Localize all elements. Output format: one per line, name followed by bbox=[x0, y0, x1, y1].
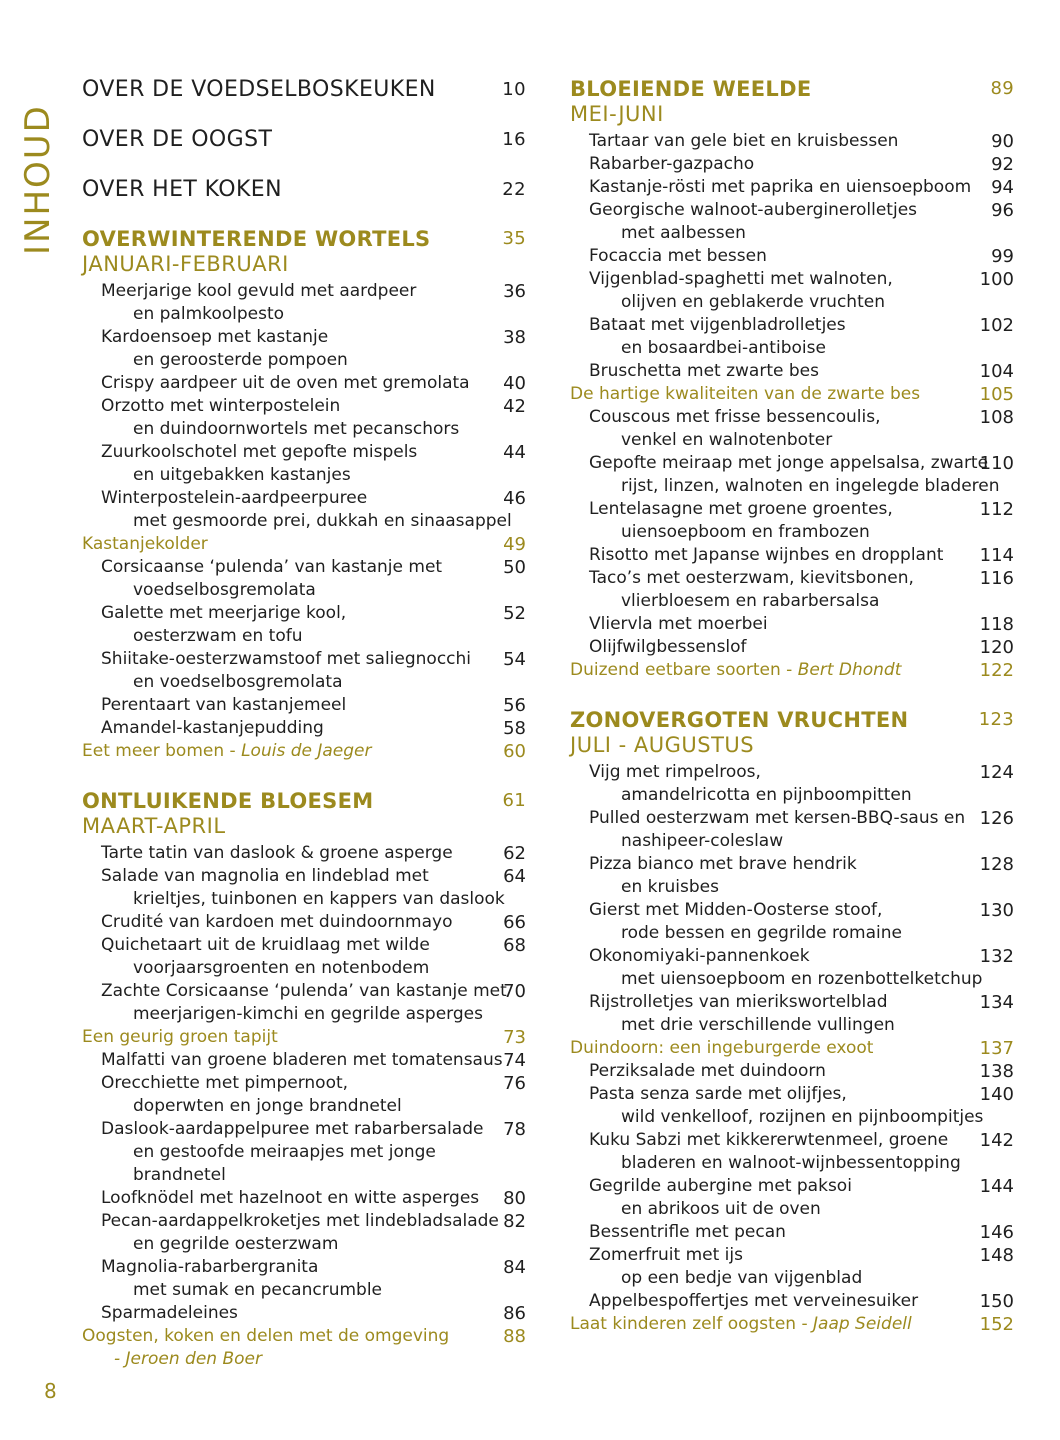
toc-recipe-entry[interactable] bbox=[570, 636, 1018, 659]
toc-recipe-entry[interactable] bbox=[82, 1049, 530, 1072]
page-ref: 130 bbox=[979, 900, 1014, 921]
recipe-title: Appelbespoffertjes met verveinesuiker bbox=[589, 1291, 919, 1311]
recipe-title: Zomerfruit met ijs bbox=[589, 1245, 743, 1265]
page-ref: 114 bbox=[979, 545, 1014, 566]
recipe-title: Quichetaart uit de kruidlaag met wilde bbox=[101, 935, 430, 955]
toc-recipe-entry[interactable] bbox=[82, 717, 530, 740]
recipe-title-continued: en duindoornwortels met pecanschors bbox=[133, 419, 460, 439]
recipe-title-continued: olijven en geblakerde vruchten bbox=[621, 292, 885, 312]
toc-recipe-entry[interactable] bbox=[570, 544, 1018, 567]
page-number: 8 bbox=[44, 1379, 57, 1403]
recipe-title: Olijfwilgbessenslof bbox=[589, 637, 747, 657]
page-ref: 116 bbox=[979, 568, 1014, 589]
toc-feature-entry[interactable] bbox=[82, 1325, 530, 1371]
season-title: OVERWINTERENDE WORTELS bbox=[82, 227, 431, 251]
recipe-title: Vliervla met moerbei bbox=[589, 614, 768, 634]
recipe-title-continued: amandelricotta en pijnboompitten bbox=[621, 785, 912, 805]
feature-title bbox=[570, 659, 1018, 682]
feature-title-text: Oogsten, koken en delen met de omgeving bbox=[82, 1326, 450, 1346]
toc-recipe-entry[interactable] bbox=[570, 853, 1018, 899]
toc-season-heading[interactable] bbox=[570, 76, 1018, 102]
page-ref: 50 bbox=[503, 557, 526, 578]
page-ref: 54 bbox=[503, 649, 526, 670]
page-ref: 16 bbox=[502, 129, 526, 150]
toc-recipe-entry[interactable] bbox=[570, 807, 1018, 853]
page-ref: 58 bbox=[503, 718, 526, 739]
page-ref: 134 bbox=[979, 992, 1014, 1013]
recipe-title: Perziksalade met duindoorn bbox=[589, 1061, 826, 1081]
page-ref: 38 bbox=[503, 327, 526, 348]
recipe-title: Georgische walnoot-auberginerolletjes bbox=[589, 200, 918, 220]
feature-title bbox=[82, 1026, 530, 1049]
recipe-title: Vijgenblad-spaghetti met walnoten, bbox=[589, 269, 893, 289]
toc-recipe-entry[interactable] bbox=[82, 395, 530, 441]
toc-recipe-entry[interactable] bbox=[82, 865, 530, 911]
page-ref: 42 bbox=[503, 396, 526, 417]
toc-chapter-entry[interactable] bbox=[82, 176, 530, 226]
page-ref: 60 bbox=[503, 741, 526, 762]
recipe-title-continued: op een bedje van vijgenblad bbox=[621, 1268, 863, 1288]
recipe-title-continued: met uiensoepboom en rozenbottelketchup bbox=[621, 969, 983, 989]
recipe-title-continued: met sumak en pecancrumble bbox=[133, 1280, 383, 1300]
spacer bbox=[82, 763, 530, 788]
recipe-title-continued: en uitgebakken kastanjes bbox=[133, 465, 351, 485]
feature-title-text: Eet meer bomen - bbox=[82, 741, 242, 761]
toc-recipe-entry[interactable] bbox=[570, 945, 1018, 991]
recipe-title: Galette met meerjarige kool, bbox=[101, 603, 347, 623]
recipe-title: Bruschetta met zwarte bes bbox=[589, 361, 819, 381]
page-ref: 88 bbox=[503, 1326, 526, 1347]
toc-season-heading[interactable] bbox=[82, 226, 530, 252]
toc-recipe-entry[interactable] bbox=[82, 1072, 530, 1118]
page-ref: 61 bbox=[502, 790, 526, 811]
recipe-title-continued: en palmkoolpesto bbox=[133, 304, 285, 324]
season-months: JULI - AUGUSTUS bbox=[570, 733, 755, 757]
toc-recipe-entry[interactable] bbox=[570, 406, 1018, 452]
toc-recipe-entry[interactable] bbox=[82, 1302, 530, 1325]
page-ref: 49 bbox=[503, 534, 526, 555]
toc-recipe-entry[interactable] bbox=[570, 1083, 1018, 1129]
page-ref: 46 bbox=[503, 488, 526, 509]
toc-recipe-entry[interactable] bbox=[570, 130, 1018, 153]
page-ref: 36 bbox=[503, 281, 526, 302]
season-months: MAART-APRIL bbox=[82, 814, 226, 838]
recipe-title-continued: en bosaardbei-antiboise bbox=[621, 338, 826, 358]
toc-recipe-entry[interactable] bbox=[82, 372, 530, 395]
recipe-title: Perentaart van kastanjemeel bbox=[101, 695, 347, 715]
page-ref: 89 bbox=[990, 78, 1014, 99]
recipe-title: Daslook-aardappelpuree met rabarbersalade bbox=[101, 1119, 484, 1139]
page-ref: 126 bbox=[979, 808, 1014, 829]
page-ref: 142 bbox=[979, 1130, 1014, 1151]
recipe-title-continued: voorjaarsgroenten en notenbodem bbox=[133, 958, 430, 978]
toc-recipe-entry[interactable] bbox=[82, 556, 530, 602]
page-ref: 120 bbox=[979, 637, 1014, 658]
recipe-title: Lentelasagne met groene groentes, bbox=[589, 499, 893, 519]
recipe-title-continued: rijst, linzen, walnoten en ingelegde bladeren bbox=[621, 476, 1000, 496]
toc-recipe-entry[interactable] bbox=[82, 441, 530, 487]
toc-recipe-entry[interactable] bbox=[570, 1129, 1018, 1175]
recipe-title: Zachte Corsicaanse ‘pulenda’ van kastanje met bbox=[101, 981, 507, 1001]
feature-title-text: Duindoorn: een ingeburgerde exoot bbox=[570, 1038, 874, 1058]
toc-feature-entry[interactable] bbox=[82, 740, 530, 763]
chapter-title: OVER DE VOEDSELBOSKEUKEN bbox=[82, 77, 436, 102]
page-ref: 123 bbox=[978, 709, 1014, 730]
toc-recipe-entry[interactable] bbox=[570, 1290, 1018, 1313]
recipe-title: Gegrilde aubergine met paksoi bbox=[589, 1176, 852, 1196]
page-ref: 66 bbox=[503, 912, 526, 933]
recipe-title: Zuurkoolschotel met gepofte mispels bbox=[101, 442, 418, 462]
toc-recipe-entry[interactable] bbox=[570, 613, 1018, 636]
feature-title-text: Kastanjekolder bbox=[82, 534, 208, 554]
feature-title bbox=[82, 740, 530, 763]
recipe-title: Meerjarige kool gevuld met aardpeer bbox=[101, 281, 417, 301]
recipe-title: Kastanje-rösti met paprika en uiensoepboom bbox=[589, 177, 972, 197]
recipe-title-continued: vlierbloesem en rabarbersalsa bbox=[621, 591, 880, 611]
page-ref: 80 bbox=[503, 1188, 526, 1209]
toc-recipe-entry[interactable] bbox=[82, 326, 530, 372]
page-ref: 96 bbox=[991, 200, 1014, 221]
recipe-title: Vijg met rimpelroos, bbox=[589, 762, 761, 782]
toc-recipe-entry[interactable] bbox=[570, 1244, 1018, 1290]
feature-title-text: De hartige kwaliteiten van de zwarte bes bbox=[570, 384, 921, 404]
chapter-title: OVER DE OOGST bbox=[82, 127, 273, 152]
page-ref: 138 bbox=[979, 1061, 1014, 1082]
recipe-title-continued: krieltjes, tuinbonen en kappers van daslook bbox=[133, 889, 505, 909]
recipe-title: Risotto met Japanse wijnbes en dropplant bbox=[589, 545, 944, 565]
page-ref: 137 bbox=[979, 1038, 1014, 1059]
recipe-title-continued: venkel en walnotenboter bbox=[621, 430, 833, 450]
page-ref: 90 bbox=[991, 131, 1014, 152]
season-title: BLOEIENDE WEELDE bbox=[570, 77, 812, 101]
recipe-title-continued: en voedselbosgremolata bbox=[133, 672, 343, 692]
toc-left-column bbox=[82, 76, 530, 1371]
recipe-title: Amandel-kastanjepudding bbox=[101, 718, 324, 738]
page-ref: 110 bbox=[979, 453, 1014, 474]
toc-recipe-entry[interactable] bbox=[570, 314, 1018, 360]
recipe-title: Malfatti van groene bladeren met tomatensaus bbox=[101, 1050, 503, 1070]
recipe-title: Winterpostelein-aardpeerpuree bbox=[101, 488, 368, 508]
recipe-title-continued: met drie verschillende vullingen bbox=[621, 1015, 895, 1035]
toc-recipe-entry[interactable] bbox=[570, 567, 1018, 613]
feature-title bbox=[570, 1313, 1018, 1336]
toc-recipe-entry[interactable] bbox=[570, 761, 1018, 807]
page-ref: 132 bbox=[979, 946, 1014, 967]
toc-recipe-entry[interactable] bbox=[82, 602, 530, 648]
recipe-title-continued: en gegrilde oesterzwam bbox=[133, 1234, 339, 1254]
recipe-title-continued: oesterzwam en tofu bbox=[133, 626, 303, 646]
feature-byline: - Jeroen den Boer bbox=[114, 1349, 262, 1369]
toc-recipe-entry[interactable] bbox=[82, 980, 530, 1026]
recipe-title: Magnolia-rabarbergranita bbox=[101, 1257, 319, 1277]
recipe-title: Taco’s met oesterzwam, kievitsbonen, bbox=[589, 568, 914, 588]
toc-recipe-entry[interactable] bbox=[82, 1210, 530, 1256]
feature-author: Jaap Seidell bbox=[813, 1314, 912, 1334]
recipe-title: Crispy aardpeer uit de oven met gremolata bbox=[101, 373, 470, 393]
toc-recipe-entry[interactable] bbox=[570, 1175, 1018, 1221]
toc-feature-entry[interactable] bbox=[570, 383, 1018, 406]
page-ref: 150 bbox=[979, 1291, 1014, 1312]
page-ref: 128 bbox=[979, 854, 1014, 875]
page-ref: 144 bbox=[979, 1176, 1014, 1197]
page-ref: 73 bbox=[503, 1027, 526, 1048]
toc-chapter-entry[interactable] bbox=[82, 76, 530, 126]
recipe-title: Sparmadeleines bbox=[101, 1303, 238, 1323]
page-ref: 76 bbox=[503, 1073, 526, 1094]
toc-recipe-entry[interactable] bbox=[570, 245, 1018, 268]
toc-recipe-entry[interactable] bbox=[82, 280, 530, 326]
recipe-title: Couscous met frisse bessencoulis, bbox=[589, 407, 881, 427]
page-ref: 118 bbox=[979, 614, 1014, 635]
recipe-title-continued: meerjarigen-kimchi en gegrilde asperges bbox=[133, 1004, 483, 1024]
toc-feature-entry[interactable] bbox=[82, 1026, 530, 1049]
recipe-title: Rijstrolletjes van mierikswortelblad bbox=[589, 992, 888, 1012]
page-ref: 92 bbox=[991, 154, 1014, 175]
spacer bbox=[570, 682, 1018, 707]
toc-recipe-entry[interactable] bbox=[570, 360, 1018, 383]
recipe-title-continued: en geroosterde pompoen bbox=[133, 350, 348, 370]
contents-side-title: INHOUD bbox=[18, 104, 58, 255]
recipe-title-continued: bladeren en walnoot-wijnbessentopping bbox=[621, 1153, 961, 1173]
feature-title bbox=[82, 1325, 530, 1348]
feature-author: Louis de Jaeger bbox=[241, 741, 372, 761]
page-ref: 64 bbox=[503, 866, 526, 887]
page-ref: 78 bbox=[503, 1119, 526, 1140]
recipe-title: Kardoensoep met kastanje bbox=[101, 327, 329, 347]
page-ref: 100 bbox=[979, 269, 1014, 290]
recipe-title: Loofknödel met hazelnoot en witte asperges bbox=[101, 1188, 480, 1208]
page-ref: 10 bbox=[502, 79, 526, 100]
recipe-title: Pecan-aardappelkroketjes met lindebladsalade bbox=[101, 1211, 499, 1231]
toc-chapter-entry[interactable] bbox=[82, 126, 530, 176]
recipe-title-continued: uiensoepboom en frambozen bbox=[621, 522, 870, 542]
page-ref: 22 bbox=[502, 179, 526, 200]
page-ref: 82 bbox=[503, 1211, 526, 1232]
recipe-title-continued: wild venkelloof, rozijnen en pijnboompitjes bbox=[621, 1107, 984, 1127]
page-ref: 122 bbox=[979, 660, 1014, 681]
page-ref: 112 bbox=[979, 499, 1014, 520]
toc-recipe-entry[interactable] bbox=[570, 991, 1018, 1037]
toc-recipe-entry[interactable] bbox=[570, 176, 1018, 199]
toc-right-column bbox=[570, 76, 1018, 1336]
recipe-title-continued: met gesmoorde prei, dukkah en sinaasappel bbox=[133, 511, 512, 531]
toc-recipe-entry[interactable] bbox=[570, 268, 1018, 314]
toc-feature-entry[interactable] bbox=[570, 659, 1018, 682]
recipe-title: Pulled oesterzwam met kersen-BBQ-saus en bbox=[589, 808, 966, 828]
feature-title-text: Laat kinderen zelf oogsten - bbox=[570, 1314, 814, 1334]
feature-title bbox=[570, 1037, 1018, 1060]
page-ref: 102 bbox=[979, 315, 1014, 336]
recipe-title: Crudité van kardoen met duindoornmayo bbox=[101, 912, 453, 932]
feature-title-text: Duizend eetbare soorten - bbox=[570, 660, 798, 680]
recipe-title: Salade van magnolia en lindeblad met bbox=[101, 866, 429, 886]
toc-recipe-entry[interactable] bbox=[82, 694, 530, 717]
page-ref: 44 bbox=[503, 442, 526, 463]
toc-recipe-entry[interactable] bbox=[82, 1256, 530, 1302]
toc-recipe-entry[interactable] bbox=[82, 911, 530, 934]
page-ref: 146 bbox=[979, 1222, 1014, 1243]
recipe-title: Focaccia met bessen bbox=[589, 246, 767, 266]
recipe-title: Bataat met vijgenbladrolletjes bbox=[589, 315, 846, 335]
toc-recipe-entry[interactable] bbox=[570, 498, 1018, 544]
page-ref: 62 bbox=[503, 843, 526, 864]
season-title: ZONOVERGOTEN VRUCHTEN bbox=[570, 708, 909, 732]
page-ref: 56 bbox=[503, 695, 526, 716]
recipe-title-continued: en kruisbes bbox=[621, 877, 719, 897]
toc-feature-entry[interactable] bbox=[570, 1037, 1018, 1060]
toc-feature-entry[interactable] bbox=[570, 1313, 1018, 1336]
page-ref: 108 bbox=[979, 407, 1014, 428]
page-ref: 40 bbox=[503, 373, 526, 394]
recipe-title: Tarte tatin van daslook & groene asperge bbox=[101, 843, 453, 863]
page-ref: 140 bbox=[979, 1084, 1014, 1105]
page-ref: 70 bbox=[503, 981, 526, 1002]
recipe-title: Rabarber-gazpacho bbox=[589, 154, 755, 174]
recipe-title: Pizza bianco met brave hendrik bbox=[589, 854, 857, 874]
season-months: MEI-JUNI bbox=[570, 102, 664, 126]
recipe-title: Kuku Sabzi met kikkererwtenmeel, groene bbox=[589, 1130, 949, 1150]
toc-season-heading[interactable] bbox=[82, 788, 530, 814]
feature-title-text: Een geurig groen tapijt bbox=[82, 1027, 278, 1047]
season-months: JANUARI-FEBRUARI bbox=[82, 252, 289, 276]
toc-feature-entry[interactable] bbox=[82, 533, 530, 556]
toc-recipe-entry[interactable] bbox=[570, 1060, 1018, 1083]
page-ref: 84 bbox=[503, 1257, 526, 1278]
feature-title bbox=[570, 383, 1018, 406]
recipe-title-continued: voedselbosgremolata bbox=[133, 580, 316, 600]
recipe-title: Pasta senza sarde met olijfjes, bbox=[589, 1084, 847, 1104]
recipe-title: Orecchiette met pimpernoot, bbox=[101, 1073, 349, 1093]
page-ref: 105 bbox=[979, 384, 1014, 405]
toc-recipe-entry[interactable] bbox=[570, 452, 1018, 498]
toc-season-heading[interactable] bbox=[570, 707, 1018, 733]
recipe-title: Tartaar van gele biet en kruisbessen bbox=[589, 131, 899, 151]
page-ref: 94 bbox=[991, 177, 1014, 198]
toc-recipe-entry[interactable] bbox=[82, 487, 530, 533]
recipe-title: Okonomiyaki-pannenkoek bbox=[589, 946, 810, 966]
page-ref: 152 bbox=[979, 1314, 1014, 1335]
toc-recipe-entry[interactable] bbox=[570, 899, 1018, 945]
page-ref: 86 bbox=[503, 1303, 526, 1324]
feature-title bbox=[82, 533, 530, 556]
chapter-title: OVER HET KOKEN bbox=[82, 177, 282, 202]
page-ref: 99 bbox=[991, 246, 1014, 267]
recipe-title-continued: met aalbessen bbox=[621, 223, 746, 243]
page-ref: 68 bbox=[503, 935, 526, 956]
page-ref: 124 bbox=[979, 762, 1014, 783]
toc-recipe-entry[interactable] bbox=[82, 1187, 530, 1210]
toc-recipe-entry[interactable] bbox=[570, 1221, 1018, 1244]
recipe-title-continued: doperwten en jonge brandnetel bbox=[133, 1096, 402, 1116]
season-title: ONTLUIKENDE BLOESEM bbox=[82, 789, 374, 813]
recipe-title: Gepofte meiraap met jonge appelsalsa, zwarte bbox=[589, 453, 989, 473]
toc-recipe-entry[interactable] bbox=[82, 934, 530, 980]
recipe-title: Gierst met Midden-Oosterse stoof, bbox=[589, 900, 883, 920]
page-ref: 74 bbox=[503, 1050, 526, 1071]
page-ref: 52 bbox=[503, 603, 526, 624]
toc-recipe-entry[interactable] bbox=[82, 842, 530, 865]
recipe-title: Corsicaanse ‘pulenda’ van kastanje met bbox=[101, 557, 443, 577]
toc-recipe-entry[interactable] bbox=[82, 648, 530, 694]
recipe-title-continued: en abrikoos uit de oven bbox=[621, 1199, 821, 1219]
recipe-title: Bessentrifle met pecan bbox=[589, 1222, 786, 1242]
toc-recipe-entry[interactable] bbox=[570, 199, 1018, 245]
recipe-title-continued: nashipeer-coleslaw bbox=[621, 831, 784, 851]
page-ref: 148 bbox=[979, 1245, 1014, 1266]
recipe-title-continued: en gestoofde meiraapjes met jonge brandnetel bbox=[133, 1142, 436, 1185]
toc-recipe-entry[interactable] bbox=[570, 153, 1018, 176]
page-ref: 104 bbox=[979, 361, 1014, 382]
feature-author: Bert Dhondt bbox=[797, 660, 902, 680]
toc-recipe-entry[interactable] bbox=[82, 1118, 530, 1187]
recipe-title: Shiitake-oesterzwamstoof met saliegnocchi bbox=[101, 649, 472, 669]
page-ref: 35 bbox=[502, 228, 526, 249]
recipe-title: Orzotto met winterpostelein bbox=[101, 396, 341, 416]
recipe-title-continued: rode bessen en gegrilde romaine bbox=[621, 923, 902, 943]
